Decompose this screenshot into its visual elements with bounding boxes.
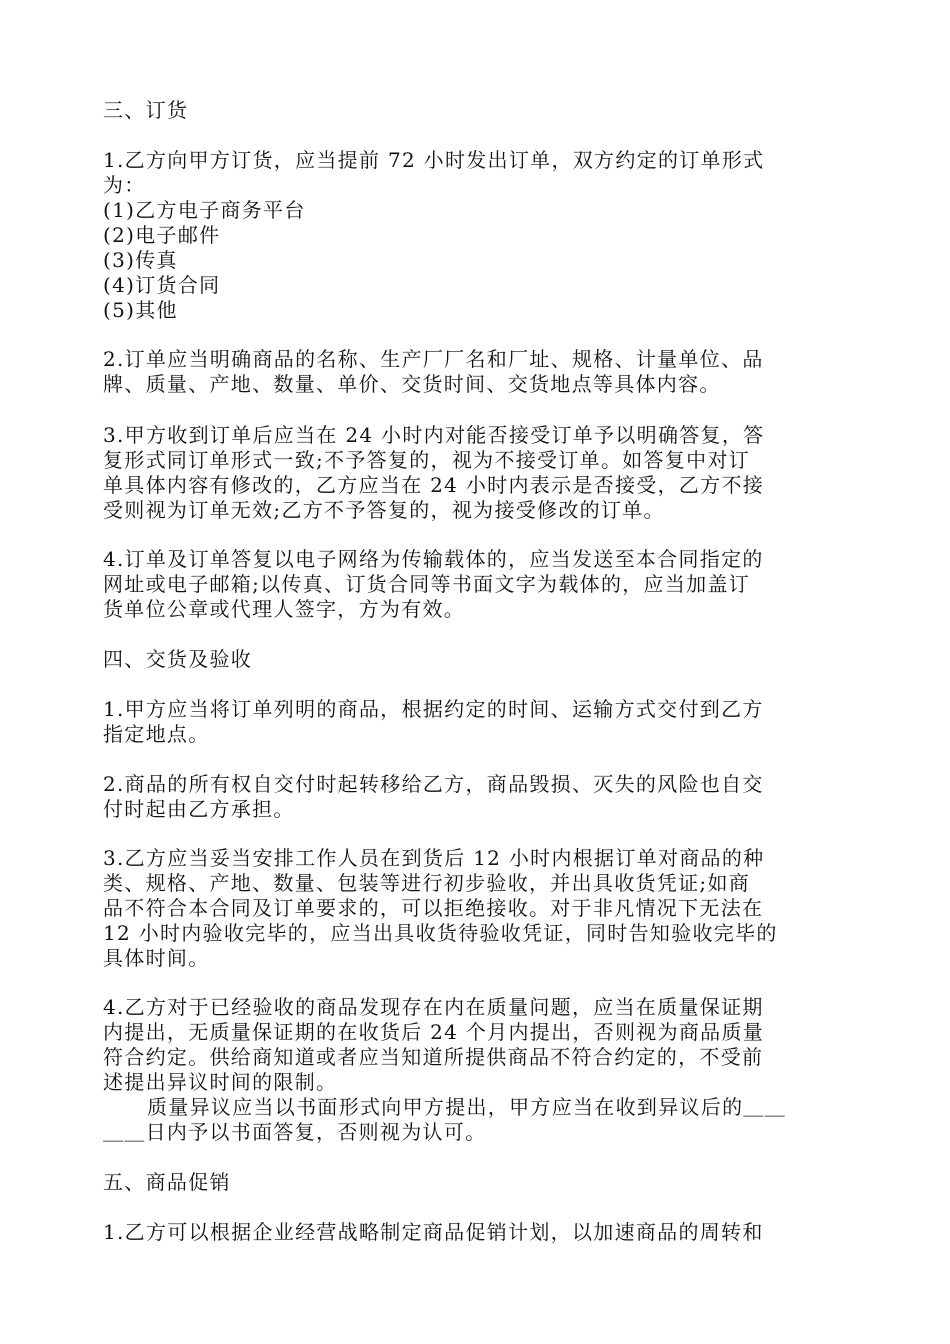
- clause-line: ＿＿日内予以书面答复，否则视为认可。: [103, 1120, 487, 1144]
- clause-4-2: [103, 772, 853, 822]
- clause-3-2: [103, 347, 853, 397]
- list-item: (3)传真: [103, 248, 178, 272]
- clause-line: 符合约定。供给商知道或者应当知道所提供商品不符合约定的，不受前: [103, 1045, 764, 1069]
- clause-line: 复形式同订单形式一致;不予答复的，视为不接受订单。如答复中对订: [103, 448, 751, 472]
- clause-line: 1.乙方向甲方订货，应当提前 72 小时发出订单，双方约定的订单形式: [103, 148, 765, 172]
- clause-line: 4.乙方对于已经验收的商品发现存在内在质量问题，应当在质量保证期: [103, 995, 764, 1019]
- clause-line: 述提出异议时间的限制。: [103, 1070, 338, 1094]
- clause-line: 指定地点。: [103, 722, 210, 746]
- clause-4-4: [103, 995, 853, 1145]
- clause-line: 1.甲方应当将订单列明的商品，根据约定的时间、运输方式交付到乙方: [103, 697, 764, 721]
- clause-line: 付时起由乙方承担。: [103, 797, 295, 821]
- clause-line: 具体时间。: [103, 946, 210, 970]
- list-item: (5)其他: [103, 298, 178, 322]
- clause-4-3: [103, 846, 853, 971]
- clause-line: 2.商品的所有权自交付时起转移给乙方，商品毁损、灭失的风险也自交: [103, 772, 764, 796]
- list-item: (1)乙方电子商务平台: [103, 198, 306, 222]
- clause-line: 货单位公章或代理人签字，方为有效。: [103, 597, 466, 621]
- list-item: (4)订货合同: [103, 273, 221, 297]
- clause-line: 受则视为订单无效;乙方不予答复的，视为接受修改的订单。: [103, 498, 665, 522]
- section-heading-ordering: 三、订货: [103, 98, 189, 122]
- clause-line: 类、规格、产地、数量、包装等进行初步验收，并出具收货凭证;如商: [103, 871, 751, 895]
- clause-3-3: [103, 423, 853, 523]
- clause-5-1: [103, 1220, 853, 1245]
- clause-3-4: [103, 547, 853, 622]
- clause-line-indented: 质量异议应当以书面形式向甲方提出，甲方应当在收到异议后的＿＿: [147, 1095, 786, 1119]
- clause-line: 12 小时内验收完毕的，应当出具收货待验收凭证，同时告知验收完毕的: [103, 921, 778, 945]
- clause-4-1: [103, 697, 853, 747]
- clause-3-1: [103, 148, 853, 323]
- clause-line: 单具体内容有修改的，乙方应当在 24 小时内表示是否接受，乙方不接: [103, 473, 765, 497]
- section-heading-promotion: 五、商品促销: [103, 1170, 231, 1194]
- clause-line: 网址或电子邮箱;以传真、订货合同等书面文字为载体的，应当加盖订: [103, 572, 751, 596]
- clause-line: 内提出，无质量保证期的在收货后 24 个月内提出，否则视为商品质量: [103, 1020, 765, 1044]
- clause-line: 牌、质量、产地、数量、单价、交货时间、交货地点等具体内容。: [103, 372, 721, 396]
- clause-line: 为：: [103, 173, 146, 197]
- clause-line: 品不符合本合同及订单要求的，可以拒绝接收。对于非凡情况下无法在: [103, 896, 764, 920]
- clause-line: 3.甲方收到订单后应当在 24 小时内对能否接受订单予以明确答复，答: [103, 423, 765, 447]
- clause-line: 4.订单及订单答复以电子网络为传输载体的，应当发送至本合同指定的: [103, 547, 764, 571]
- clause-line: 3.乙方应当妥当安排工作人员在到货后 12 小时内根据订单对商品的种: [103, 846, 765, 870]
- section-heading-delivery: 四、交货及验收: [103, 647, 253, 671]
- clause-line: 2.订单应当明确商品的名称、生产厂厂名和厂址、规格、计量单位、品: [103, 347, 764, 371]
- list-item: (2)电子邮件: [103, 223, 221, 247]
- clause-line: 1.乙方可以根据企业经营战略制定商品促销计划，以加速商品的周转和: [103, 1220, 764, 1244]
